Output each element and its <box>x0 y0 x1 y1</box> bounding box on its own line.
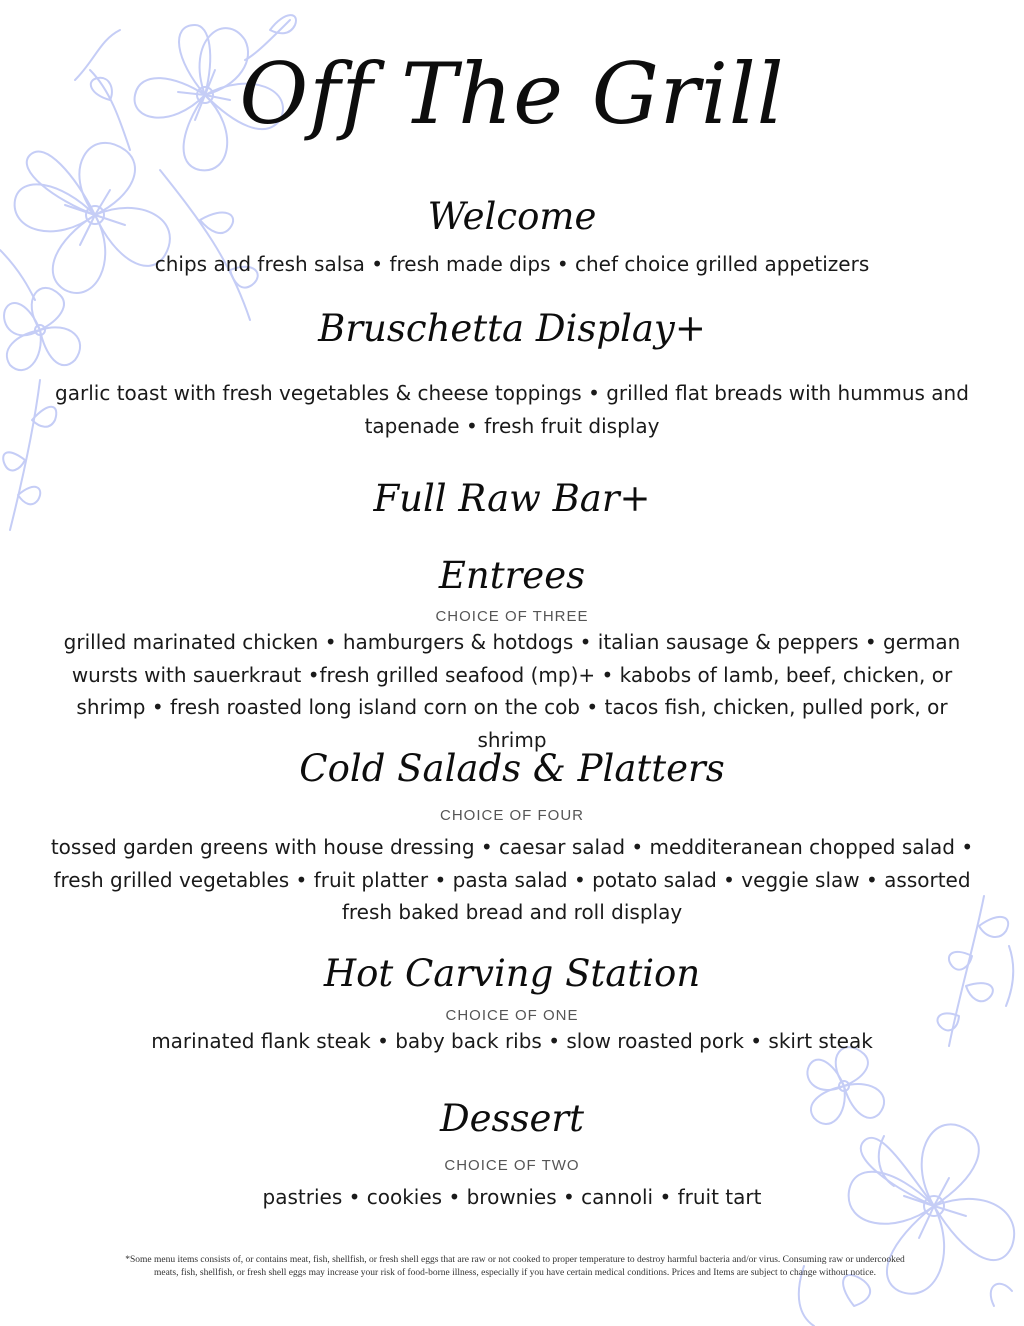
section-items-bruschetta: garlic toast with fresh vegetables & cheese toppings • grilled flat breads with hummus and tapenade • fresh fruit display <box>55 381 969 438</box>
section-heading-cold-salads: Cold Salads & Platters <box>299 747 725 790</box>
section-choice-dessert: CHOICE OF TWO <box>444 1157 580 1174</box>
section-heading-bruschetta: Bruschetta Display+ <box>318 307 706 350</box>
section-choice-carving: CHOICE OF ONE <box>445 1007 579 1024</box>
section-heading-raw-bar: Full Raw Bar+ <box>373 477 651 520</box>
section-heading-dessert: Dessert <box>440 1097 584 1140</box>
section-items-dessert: pastries • cookies • brownies • cannoli • fruit tart <box>262 1185 762 1209</box>
allergy-disclaimer: *Some menu items consists of, or contains meat, fish, shellfish, or fresh shell eggs that are raw or not cooked to proper temperature to destroy harmful bacteria and/or virus. Consuming raw or undercooked meats, fish, shellfish, or fresh shell eggs may increase your risk of food-borne illness, especially if you have certain medical conditions. Prices and Items are subject to change without notice. <box>125 1255 905 1278</box>
section-heading-carving: Hot Carving Station <box>323 952 701 995</box>
section-items-carving: marinated flank steak • baby back ribs • slow roasted pork • skirt steak <box>151 1029 873 1053</box>
section-items-cold-salads: tossed garden greens with house dressing • caesar salad • medditeranean chopped salad • fresh grilled vegetables • fruit platter • pasta salad • potato salad • veggie slaw • assorted fresh baked bread and roll display <box>50 835 974 924</box>
section-items-welcome: chips and fresh salsa • fresh made dips • chef choice grilled appetizers <box>154 252 870 276</box>
menu-title: Off The Grill <box>239 45 785 143</box>
section-choice-entrees: CHOICE OF THREE <box>435 608 589 625</box>
section-items-entrees: grilled marinated chicken • hamburgers & hotdogs • italian sausage & peppers • german wursts with sauerkraut •fresh grilled seafood (mp)+ • kabobs of lamb, beef, chicken, or shrimp • fresh roasted long island corn on the cob • tacos fish, chicken, pulled pork, or shrimp <box>63 630 961 752</box>
section-heading-entrees: Entrees <box>438 554 586 597</box>
section-choice-cold-salads: CHOICE OF FOUR <box>440 807 584 824</box>
section-heading-welcome: Welcome <box>427 195 597 238</box>
